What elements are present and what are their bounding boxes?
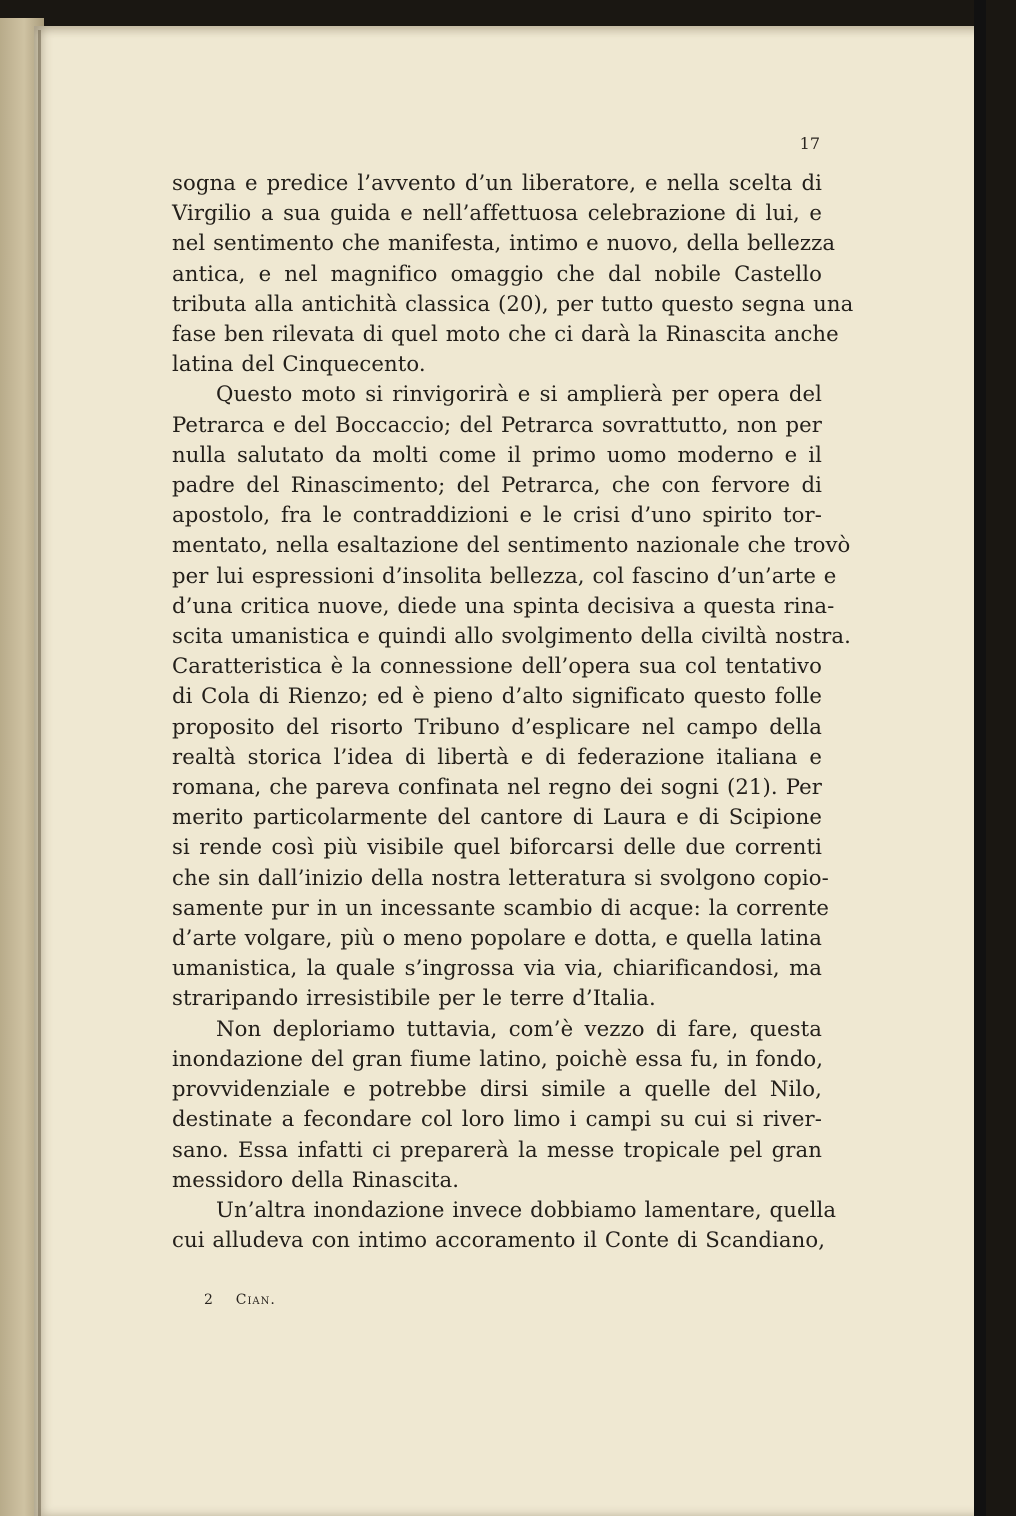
text-line: tributa alla antichità classica (20), per tutto questo segna una: [172, 290, 854, 316]
text-line: messidoro della Rinascita.: [172, 1166, 460, 1192]
text-line: proposito del risorto Tribuno d’esplicare nel campo della: [172, 713, 822, 739]
text-line: cui alludeva con intimo accoramento il Conte di Scandiano,: [172, 1227, 826, 1253]
paragraph: [172, 379, 851, 1013]
scan-border: [974, 0, 986, 1516]
paragraph: [172, 1195, 837, 1255]
text-line: Virgilio a sua guida e nell’affettuosa celebrazione di lui, e: [172, 200, 822, 226]
paragraph: [172, 168, 854, 379]
text-line: sogna e predice l’avvento d’un liberatore, e nella scelta di: [172, 170, 822, 195]
printer-signature: [204, 1292, 276, 1308]
text-line: Questo moto si rinvigorirà e si amplierà per opera del: [216, 381, 822, 407]
page-edge-shadow: [38, 30, 41, 1516]
text-line: padre del Rinascimento; del Petrarca, che con fervore di: [172, 472, 822, 498]
signature-name: Cian.: [235, 1292, 276, 1308]
body-text: [172, 168, 854, 1255]
text-line: apostolo, fra le contraddizioni e le crisi d’uno spirito tor-: [172, 502, 822, 528]
text-line: Petrarca e del Boccaccio; del Petrarca sovrattutto, non per: [172, 411, 822, 437]
text-line: provvidenziale e potrebbe dirsi simile a quelle del Nilo,: [172, 1076, 822, 1102]
paragraph: [172, 1014, 822, 1195]
text-line: nulla salutato da molti come il primo uomo moderno e il: [172, 441, 822, 467]
text-line: inondazione del gran fiume latino, poichè essa fu, in fondo,: [172, 1045, 824, 1071]
text-line: straripando irresistibile per le terre d’Italia.: [172, 985, 656, 1011]
text-line: fase ben rilevata di quel moto che ci darà la Rinascita anche: [172, 321, 839, 347]
text-line: d’una critica nuove, diede una spinta decisiva a questa rina-: [172, 592, 835, 618]
text-line: mentato, nella esaltazione del sentimento nazionale che trovò: [172, 532, 851, 558]
text-line: per lui espressioni d’insolita bellezza, col fascino d’un’arte e: [172, 562, 837, 588]
text-line: che sin dall’inizio della nostra letteratura si svolgono copio-: [172, 864, 829, 890]
text-line: Caratteristica è la connessione dell’opera sua col tentativo: [172, 653, 822, 679]
text-line: realtà storica l’idea di libertà e di federazione italiana e: [172, 743, 822, 769]
text-line: latina del Cinquecento.: [172, 351, 426, 377]
text-line: umanistica, la quale s’ingrossa via via, chiarificandosi, ma: [172, 955, 822, 981]
text-line: Non deploriamo tuttavia, com’è vezzo di fare, questa: [216, 1015, 822, 1041]
text-line: merito particolarmente del cantore di Laura e di Scipione: [172, 804, 822, 830]
text-line: samente pur in un incessante scambio di acque: la corrente: [172, 894, 830, 920]
text-line: romana, che pareva confinata nel regno dei sogni (21). Per: [172, 774, 822, 800]
text-line: di Cola di Rienzo; ed è pieno d’alto significato questo folle: [172, 683, 822, 709]
signature-number: 2: [204, 1292, 214, 1308]
text-line: si rende così più visibile quel biforcarsi delle due correnti: [172, 834, 822, 860]
text-line: destinate a fecondare col loro limo i campi su cui si river-: [172, 1106, 822, 1132]
text-line: d’arte volgare, più o meno popolare e dotta, e quella latina: [172, 925, 822, 951]
text-line: Un’altra inondazione invece dobbiamo lamentare, quella: [216, 1196, 837, 1222]
page-number: 17: [799, 134, 820, 153]
text-line: scita umanistica e quindi allo svolgimento della civiltà nostra.: [172, 623, 851, 649]
text-line: antica, e nel magnifico omaggio che dal nobile Castello: [172, 260, 822, 286]
text-line: nel sentimento che manifesta, intimo e nuovo, della bellezza: [172, 230, 836, 256]
text-line: sano. Essa infatti ci preparerà la messe tropicale pel gran: [172, 1136, 822, 1162]
